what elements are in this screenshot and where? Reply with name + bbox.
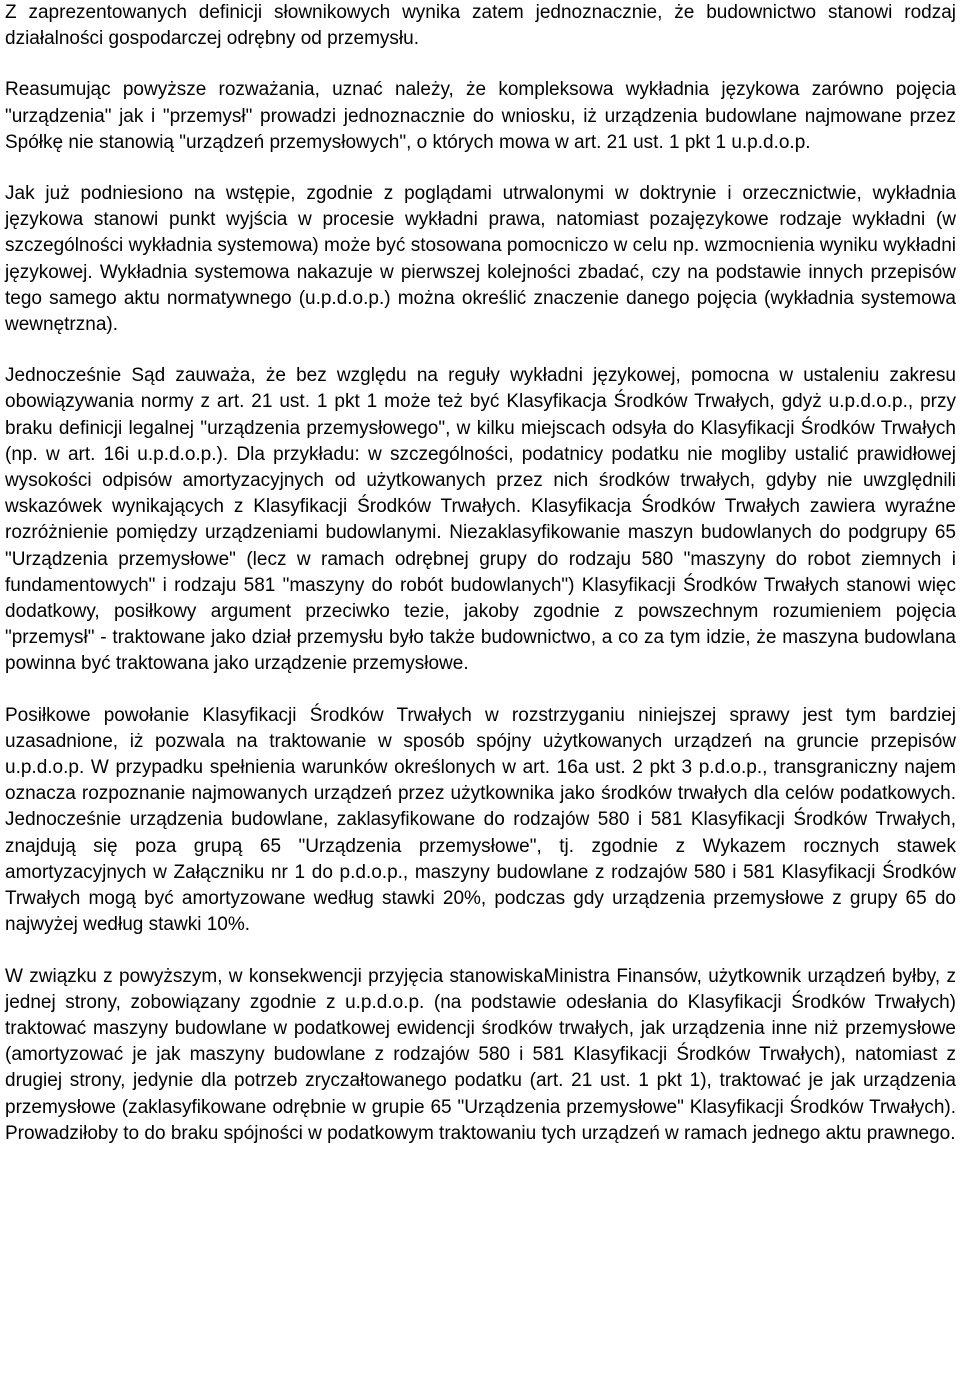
paragraph-fixed-assets-classification: Jednocześnie Sąd zauważa, że bez względu na reguły wykładni językowej, pomocna w ustaleniu zakresu obowiązywania normy z art. 21 ust. 1 pkt 1 może też być Klasyfikacja Środków Trwałych, gdyż u.p.d.o.p., przy braku definicji legalnej "urządzenia przemysłowego", w kilku miejscach odsyła do Klasyfikacji Środków Trwałych (np. w art. 16i u.p.d.o.p.). Dla przykładu: w szczególności, podatnicy podatku nie mogliby ustalić prawidłowej wysokości odpisów amortyzacyjnych od użytkowanych przez nich środków trwałych, gdyby nie uwzględnili wskazówek wynikających z Klasyfikacji Środków Trwałych. Klasyfikacja Środków Trwałych zawiera wyraźne rozróżnienie pomiędzy urządzeniami budowlanymi. Niezaklasyfikowanie maszyn budowlanych do podgrupy 65 "Urządzenia przemysłowe" (lecz w ramach odrębnej grupy do rodzaju 580 "maszyny do robot ziemnych i fundamentowych" i rodzaju 581 "maszyny do robót budowlanych") Klasyfikacji Środków Trwałych stanowi więc dodatkowy, posiłkowy argument przeciwko tezie, jakoby zgodnie z powszechnym rozumieniem pojęcia "przemysł" - traktowane jako dział przemysłu było także budownictwo, a co za tym idzie, że maszyna budowlana powinna być traktowana jako urządzenie przemysłowe. [5, 365, 956, 675]
paragraph-systemic-interpretation: Jak już podniesiono na wstępie, zgodnie z poglądami utrwalonymi w doktrynie i orzecznictwie, wykładnia językowa stanowi punkt wyjścia w procesie wykładni prawa, natomiast pozajęzykowe rodzaje wykładni (w szczególności wykładnia systemowa) może być stosowana pomocniczo w celu np. wzmocnienia wyniku wykładni językowej. Wykładnia systemowa nakazuje w pierwszej kolejności zbadać, czy na podstawie innych przepisów tego samego aktu normatywnego (u.p.d.o.p.) można określić znaczenie danego pojęcia (wykładnia systemowa wewnętrzna). [5, 183, 956, 336]
paragraph-definitions-conclusion: Z zaprezentowanych definicji słownikowych wynika zatem jednoznacznie, że budownictwo stanowi rodzaj działalności gospodarczej odrębny od przemysłu. [5, 2, 956, 50]
paragraph-auxiliary-reference: Posiłkowe powołanie Klasyfikacji Środków Trwałych w rozstrzyganiu niniejszej sprawy jest tym bardziej uzasadnione, iż pozwala na traktowanie w sposób spójny użytkowanych urządzeń na gruncie przepisów u.p.d.o.p. W przypadku spełnienia warunków określonych w art. 16a ust. 2 pkt 3 p.d.o.p., transgraniczny najem oznacza rozpoznanie najmowanych urządzeń przez użytkownika jako środków trwałych dla celów podatkowych. Jednocześnie urządzenia budowlane, zaklasyfikowane do rodzajów 580 i 581 Klasyfikacji Środków Trwałych, znajdują się poza grupą 65 "Urządzenia przemysłowe", tj. zgodnie z Wykazem rocznych stawek amortyzacyjnych w Załączniku nr 1 do p.d.o.p., maszyny budowlane z rodzajów 580 i 581 Klasyfikacji Środków Trwałych mogą być amortyzowane według stawki 20%, podczas gdy urządzenia przemysłowe z grupy 65 do najwyżej według stawki 10%. [5, 704, 956, 936]
paragraph-consequences: W związku z powyższym, w konsekwencji przyjęcia stanowiskaMinistra Finansów, użytkownik urządzeń byłby, z jednej strony, zobowiązany zgodnie z u.p.d.o.p. (na podstawie odesłania do Klasyfikacji Środków Trwałych) traktować maszyny budowlane w podatkowej ewidencji środków trwałych, jak urządzenia inne niż przemysłowe (amortyzować je jak maszyny budowlane z rodzajów 580 i 581 Klasyfikacji Środków Trwałych), natomiast z drugiej strony, jedynie dla potrzeb zryczałtowanego podatku (art. 21 ust. 1 pkt 1), traktować je jak urządzenia przemysłowe (zaklasyfikowane odrębnie w grupie 65 "Urządzenia przemysłowe" Klasyfikacji Środków Trwałych). Prowadziłoby to do braku spójności w podatkowym traktowaniu tych urządzeń w ramach jednego aktu prawnego. [5, 965, 956, 1144]
paragraph-linguistic-interpretation-summary: Reasumując powyższe rozważania, uznać należy, że kompleksowa wykładnia językowa zarówno pojęcia "urządzenia" jak i "przemysł" prowadzi jednoznacznie do wniosku, iż urządzenia budowlane najmowane przez Spółkę nie stanowią "urządzeń przemysłowych", o których mowa w art. 21 ust. 1 pkt 1 u.p.d.o.p. [5, 79, 956, 153]
